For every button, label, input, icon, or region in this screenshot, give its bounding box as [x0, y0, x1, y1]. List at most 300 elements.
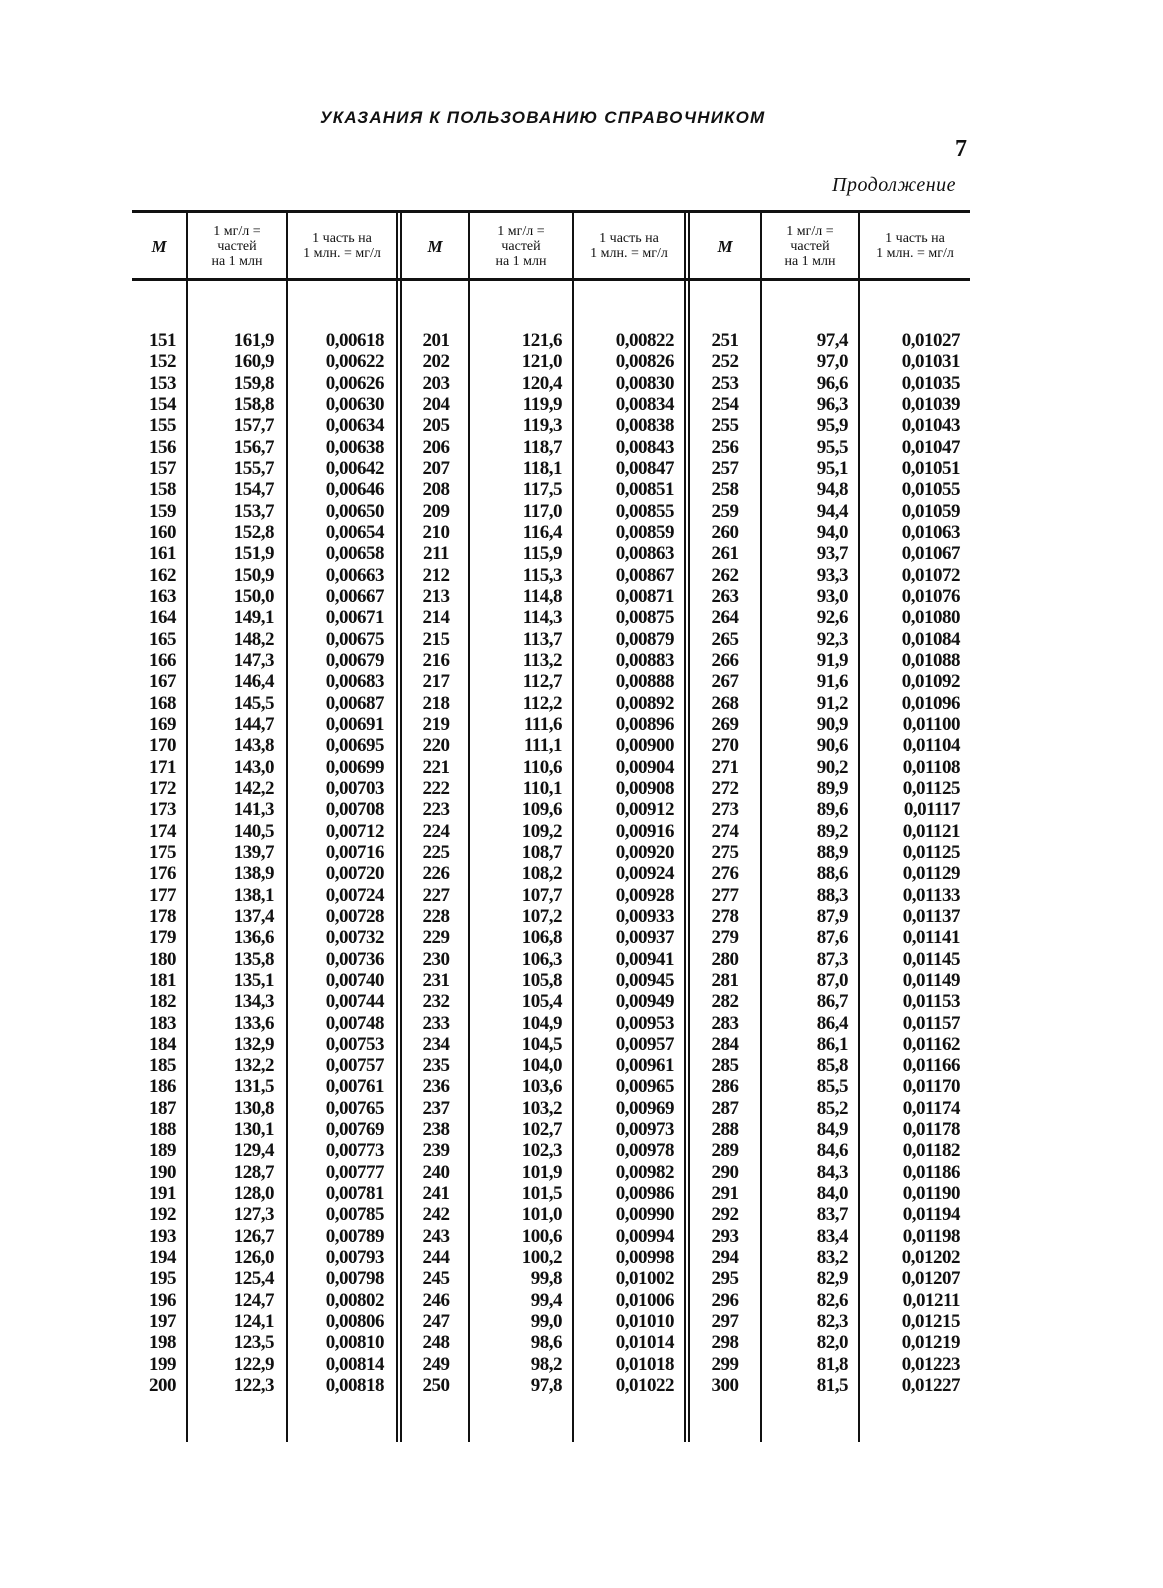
table-cell: 0,00658 [325, 543, 384, 565]
table-cell: 230 [422, 948, 450, 970]
table-cell: 0,00937 [615, 927, 674, 949]
table-cell: 87,6 [816, 927, 848, 949]
table-cell: 84,0 [816, 1183, 848, 1205]
table-cell: 0,01186 [902, 1161, 960, 1183]
table-cell: 189 [149, 1140, 176, 1162]
table-cell: 165 [149, 628, 176, 650]
table-cell: 167 [149, 671, 176, 693]
table-cell: 0,00969 [615, 1097, 674, 1119]
table-cell: 258 [711, 479, 739, 501]
table-cell: 83,7 [816, 1204, 848, 1226]
table-cell: 0,01043 [901, 415, 960, 437]
table-cell: 300 [711, 1375, 739, 1397]
table-cell: 0,00695 [325, 735, 384, 757]
table-cell: 91,2 [816, 692, 848, 714]
table-cell: 86,4 [816, 1012, 848, 1034]
table-cell: 101,9 [521, 1161, 562, 1183]
table-cell: 0,00663 [325, 564, 384, 586]
table-cell: 216 [422, 649, 450, 671]
header-mgl-2: 1 часть на 1 млн. = мг/л [590, 231, 668, 261]
table-cell: 276 [711, 863, 739, 885]
table-cell: 156 [149, 436, 176, 458]
table-cell: 85,5 [816, 1076, 848, 1098]
table-cell: 0,01194 [902, 1204, 960, 1226]
table-cell: 0,01080 [901, 607, 960, 629]
table-cell: 0,01227 [901, 1375, 960, 1397]
table-cell: 129,4 [233, 1140, 274, 1162]
table-cell: 86,7 [816, 991, 848, 1013]
table-cell: 0,00875 [615, 607, 674, 629]
table-cell: 0,00765 [325, 1097, 384, 1119]
table-cell: 151,9 [233, 543, 274, 565]
table-cell: 0,01063 [901, 521, 960, 543]
table-cell: 160,9 [233, 351, 274, 373]
table-cell: 0,01182 [902, 1140, 960, 1162]
table-cell: 84,9 [816, 1119, 848, 1141]
table-cell: 0,01022 [615, 1375, 674, 1397]
table-cell: 0,01104 [902, 735, 960, 757]
table-cell: 0,01006 [615, 1289, 674, 1311]
table-cell: 138,9 [233, 863, 274, 885]
table-cell: 114,3 [522, 607, 562, 629]
table-cell: 0,00867 [615, 564, 674, 586]
table-cell: 95,9 [816, 415, 848, 437]
table-cell: 0,00871 [615, 585, 674, 607]
table-cell: 105,4 [521, 991, 562, 1013]
table-cell: 92,3 [816, 628, 848, 650]
table-cell: 267 [711, 671, 739, 693]
table-cell: 0,00773 [325, 1140, 384, 1162]
table-cell: 81,8 [816, 1353, 848, 1375]
table-cell: 211 [423, 543, 449, 565]
table-cell: 297 [711, 1311, 739, 1333]
table-cell: 227 [422, 884, 450, 906]
table-cell: 0,01174 [902, 1097, 960, 1119]
table-cell: 99,4 [530, 1289, 562, 1311]
table-cell: 154,7 [233, 479, 274, 501]
table-cell: 90,9 [816, 713, 848, 735]
table-cell: 0,00687 [325, 692, 384, 714]
table-cell: 0,00900 [615, 735, 674, 757]
table-cell: 288 [711, 1119, 739, 1141]
table-cell: 0,00642 [325, 457, 384, 479]
table-cell: 0,01178 [902, 1119, 960, 1141]
table-cell: 0,01018 [615, 1353, 674, 1375]
table-cell: 249 [422, 1353, 450, 1375]
table-cell: 160 [149, 521, 176, 543]
table-cell: 0,00928 [615, 884, 674, 906]
table-cell: 244 [422, 1247, 450, 1269]
table-cell: 187 [149, 1097, 176, 1119]
table-cell: 107,2 [521, 905, 562, 927]
table-cell: 0,00912 [615, 799, 674, 821]
table-cell: 136,6 [233, 927, 274, 949]
table-cell: 207 [422, 457, 450, 479]
table-cell: 0,01108 [902, 756, 960, 778]
table-cell: 84,3 [816, 1161, 848, 1183]
table-cell: 218 [422, 692, 450, 714]
header-ppm-2: 1 мг/л = частей на 1 млн [495, 223, 547, 269]
table-cell: 233 [422, 1012, 450, 1034]
table-cell: 206 [422, 436, 450, 458]
table-cell: 254 [711, 393, 739, 415]
table-cell: 231 [422, 969, 450, 991]
table-cell: 264 [711, 607, 739, 629]
table-cell: 243 [422, 1225, 450, 1247]
table-cell: 247 [422, 1311, 450, 1333]
table-cell: 94,4 [816, 500, 848, 522]
table-cell: 141,3 [233, 799, 274, 821]
table-cell: 284 [711, 1033, 739, 1055]
table-cell: 0,00896 [615, 713, 674, 735]
table-cell: 0,01088 [901, 649, 960, 671]
table-cell: 0,00945 [615, 969, 674, 991]
table-cell: 0,01014 [615, 1332, 674, 1354]
table-cell: 130,1 [233, 1119, 274, 1141]
table-cell: 260 [711, 521, 739, 543]
table-cell: 92,6 [816, 607, 848, 629]
column-m-2 [404, 330, 468, 1396]
table-cell: 0,00691 [325, 713, 384, 735]
table-cell: 277 [711, 884, 739, 906]
table-cell: 87,0 [816, 969, 848, 991]
table-cell: 199 [149, 1353, 176, 1375]
table-cell: 108,2 [521, 863, 562, 885]
table-cell: 188 [149, 1119, 176, 1141]
table-cell: 133,6 [233, 1012, 274, 1034]
table-cell: 149,1 [233, 607, 274, 629]
table-cell: 0,00888 [615, 671, 674, 693]
table-cell: 217 [422, 671, 450, 693]
table-cell: 120,4 [521, 372, 562, 394]
table-cell: 0,00622 [325, 351, 384, 373]
table-cell: 89,6 [816, 799, 848, 821]
table-top-rule [132, 210, 970, 213]
table-cell: 212 [422, 564, 450, 586]
table-cell: 241 [422, 1183, 450, 1205]
table-cell: 166 [149, 649, 176, 671]
table-cell: 0,00720 [325, 863, 384, 885]
table-cell: 159,8 [233, 372, 274, 394]
table-cell: 126,7 [233, 1225, 274, 1247]
table-cell: 0,00806 [325, 1311, 384, 1333]
table-cell: 0,00838 [615, 415, 674, 437]
table-cell: 96,6 [816, 372, 848, 394]
table-cell: 116,4 [522, 521, 562, 543]
table-cell: 152,8 [233, 521, 274, 543]
table-cell: 128,0 [233, 1183, 274, 1205]
table-cell: 226 [422, 863, 450, 885]
table-cell: 0,01166 [902, 1055, 960, 1077]
table-cell: 130,8 [233, 1097, 274, 1119]
table-cell: 0,00941 [615, 948, 674, 970]
table-cell: 0,00810 [325, 1332, 384, 1354]
table-cell: 0,01084 [901, 628, 960, 650]
column-mgl-3 [860, 330, 960, 1396]
table-cell: 112,2 [522, 692, 562, 714]
table-cell: 0,00708 [325, 799, 384, 821]
table-cell: 100,6 [521, 1225, 562, 1247]
table-cell: 0,00916 [615, 820, 674, 842]
table-cell: 153,7 [233, 500, 274, 522]
table-cell: 299 [711, 1353, 739, 1375]
table-cell: 106,8 [521, 927, 562, 949]
table-cell: 270 [711, 735, 739, 757]
table-cell: 223 [422, 799, 450, 821]
table-cell: 0,01055 [901, 479, 960, 501]
table-cell: 81,5 [816, 1375, 848, 1397]
table-cell: 87,3 [816, 948, 848, 970]
table-cell: 0,01223 [901, 1353, 960, 1375]
table-cell: 194 [149, 1247, 176, 1269]
table-cell: 282 [711, 991, 739, 1013]
table-cell: 0,00777 [325, 1161, 384, 1183]
table-cell: 0,00703 [325, 777, 384, 799]
table-cell: 0,00802 [325, 1289, 384, 1311]
column-ppm-1 [188, 330, 274, 1396]
table-cell: 122,9 [233, 1353, 274, 1375]
table-cell: 186 [149, 1076, 176, 1098]
table-cell: 215 [422, 628, 450, 650]
table-cell: 101,5 [521, 1183, 562, 1205]
table-cell: 123,5 [233, 1332, 274, 1354]
table-cell: 126,0 [233, 1247, 274, 1269]
table-cell: 289 [711, 1140, 739, 1162]
table-cell: 98,2 [530, 1353, 562, 1375]
header-mgl-1: 1 часть на 1 млн. = мг/л [303, 231, 381, 261]
table-cell: 291 [711, 1183, 739, 1205]
table-cell: 162 [149, 564, 176, 586]
table-cell: 0,00879 [615, 628, 674, 650]
table-cell: 0,00630 [325, 393, 384, 415]
table-cell: 150,9 [233, 564, 274, 586]
table-cell: 281 [711, 969, 739, 991]
table-cell: 135,8 [233, 948, 274, 970]
table-cell: 0,00834 [615, 393, 674, 415]
table-cell: 253 [711, 372, 739, 394]
table-cell: 90,6 [816, 735, 848, 757]
table-cell: 204 [422, 393, 450, 415]
table-cell: 0,00978 [615, 1140, 674, 1162]
table-cell: 94,0 [816, 521, 848, 543]
table-cell: 265 [711, 628, 739, 650]
table-cell: 109,6 [521, 799, 562, 821]
table-cell: 124,7 [233, 1289, 274, 1311]
table-cell: 142,2 [233, 777, 274, 799]
table-cell: 85,2 [816, 1097, 848, 1119]
table-cell: 104,0 [521, 1055, 562, 1077]
table-cell: 219 [422, 713, 450, 735]
table-cell: 93,7 [816, 543, 848, 565]
column-ppm-2 [470, 330, 562, 1396]
table-cell: 0,00957 [615, 1033, 674, 1055]
table-cell: 135,1 [233, 969, 274, 991]
table-cell: 0,00626 [325, 372, 384, 394]
table-cell: 96,3 [816, 393, 848, 415]
table-cell: 117,0 [522, 500, 562, 522]
table-cell: 99,0 [530, 1311, 562, 1333]
table-cell: 0,01198 [902, 1225, 960, 1247]
continuation-label: Продолжение [832, 174, 957, 196]
table-cell: 171 [149, 756, 176, 778]
table-cell: 0,01157 [902, 1012, 960, 1034]
table-cell: 0,01100 [902, 713, 960, 735]
table-cell: 292 [711, 1204, 739, 1226]
table-cell: 163 [149, 585, 176, 607]
table-cell: 268 [711, 692, 739, 714]
table-cell: 117,5 [522, 479, 562, 501]
table-cell: 0,01092 [901, 671, 960, 693]
table-cell: 121,0 [521, 351, 562, 373]
table-cell: 232 [422, 991, 450, 1013]
table-cell: 134,3 [233, 991, 274, 1013]
table-cell: 175 [149, 841, 176, 863]
table-cell: 0,00847 [615, 457, 674, 479]
table-cell: 0,01059 [901, 500, 960, 522]
table-cell: 229 [422, 927, 450, 949]
table-cell: 295 [711, 1268, 739, 1290]
table-cell: 97,0 [816, 351, 848, 373]
table-cell: 0,01129 [902, 863, 960, 885]
table-cell: 98,6 [530, 1332, 562, 1354]
table-cell: 205 [422, 415, 450, 437]
table-cell: 286 [711, 1076, 739, 1098]
table-cell: 0,00986 [615, 1183, 674, 1205]
header-ppm-1: 1 мг/л = частей на 1 млн [211, 223, 263, 269]
table-cell: 103,6 [521, 1076, 562, 1098]
table-cell: 0,00920 [615, 841, 674, 863]
table-cell: 0,00830 [615, 372, 674, 394]
table-cell: 132,9 [233, 1033, 274, 1055]
table-cell: 0,00683 [325, 671, 384, 693]
table-cell: 0,00781 [325, 1183, 384, 1205]
table-cell: 0,00646 [325, 479, 384, 501]
table-cell: 238 [422, 1119, 450, 1141]
table-cell: 191 [149, 1183, 176, 1205]
table-cell: 82,0 [816, 1332, 848, 1354]
table-cell: 122,3 [233, 1375, 274, 1397]
table-cell: 0,01076 [901, 585, 960, 607]
table-cell: 87,9 [816, 905, 848, 927]
table-cell: 110,6 [522, 756, 562, 778]
table-cell: 0,00994 [615, 1225, 674, 1247]
table-cell: 150,0 [233, 585, 274, 607]
table-cell: 0,00973 [615, 1119, 674, 1141]
table-cell: 184 [149, 1033, 176, 1055]
table-cell: 255 [711, 415, 739, 437]
table-cell: 132,2 [233, 1055, 274, 1077]
table-cell: 257 [711, 457, 739, 479]
table-cell: 0,00859 [615, 521, 674, 543]
table-cell: 145,5 [233, 692, 274, 714]
table-cell: 235 [422, 1055, 450, 1077]
table-cell: 0,00933 [615, 905, 674, 927]
table-cell: 148,2 [233, 628, 274, 650]
table-cell: 193 [149, 1225, 176, 1247]
table-cell: 279 [711, 927, 739, 949]
table-cell: 0,00675 [325, 628, 384, 650]
table-cell: 0,01121 [902, 820, 960, 842]
table-cell: 202 [422, 351, 450, 373]
table-cell: 112,7 [522, 671, 562, 693]
table-cell: 294 [711, 1247, 739, 1269]
table-cell: 158,8 [233, 393, 274, 415]
table-cell: 124,1 [233, 1311, 274, 1333]
table-cell: 155 [149, 415, 176, 437]
table-cell: 100,2 [521, 1247, 562, 1269]
table-cell: 0,00724 [325, 884, 384, 906]
table-cell: 131,5 [233, 1076, 274, 1098]
table-cell: 0,01067 [901, 543, 960, 565]
table-cell: 93,3 [816, 564, 848, 586]
table-cell: 0,01047 [901, 436, 960, 458]
table-cell: 0,00863 [615, 543, 674, 565]
table-cell: 91,9 [816, 649, 848, 671]
table-cell: 266 [711, 649, 739, 671]
table-cell: 155,7 [233, 457, 274, 479]
table-cell: 103,2 [521, 1097, 562, 1119]
table-cell: 158 [149, 479, 176, 501]
table-cell: 108,7 [521, 841, 562, 863]
table-cell: 248 [422, 1332, 450, 1354]
table-cell: 0,00699 [325, 756, 384, 778]
table-cell: 0,01137 [902, 905, 960, 927]
conversion-table [132, 210, 970, 1442]
table-cell: 0,00769 [325, 1119, 384, 1141]
table-cell: 0,01145 [902, 948, 960, 970]
table-cell: 0,01010 [615, 1311, 674, 1333]
table-cell: 154 [149, 393, 176, 415]
table-cell: 0,00716 [325, 841, 384, 863]
table-cell: 156,7 [233, 436, 274, 458]
table-cell: 111,6 [523, 713, 562, 735]
table-cell: 224 [422, 820, 450, 842]
table-cell: 179 [149, 927, 176, 949]
table-cell: 287 [711, 1097, 739, 1119]
table-cell: 245 [422, 1268, 450, 1290]
table-cell: 113,7 [522, 628, 562, 650]
table-cell: 0,01125 [902, 841, 960, 863]
table-cell: 0,01153 [902, 991, 960, 1013]
table-cell: 183 [149, 1012, 176, 1034]
table-cell: 269 [711, 713, 739, 735]
table-cell: 82,9 [816, 1268, 848, 1290]
table-cell: 0,01202 [901, 1247, 960, 1269]
table-cell: 0,00826 [615, 351, 674, 373]
table-cell: 0,00892 [615, 692, 674, 714]
table-cell: 0,00634 [325, 415, 384, 437]
column-m-3 [692, 330, 758, 1396]
table-cell: 250 [422, 1375, 450, 1397]
table-cell: 222 [422, 777, 450, 799]
table-cell: 0,00679 [325, 649, 384, 671]
table-cell: 0,00961 [615, 1055, 674, 1077]
column-mgl-2 [574, 330, 674, 1396]
table-cell: 0,01219 [901, 1332, 960, 1354]
table-cell: 105,8 [521, 969, 562, 991]
table-cell: 278 [711, 905, 739, 927]
table-cell: 275 [711, 841, 739, 863]
table-cell: 239 [422, 1140, 450, 1162]
table-cell: 200 [149, 1375, 176, 1397]
table-cell: 176 [149, 863, 176, 885]
table-cell: 285 [711, 1055, 739, 1077]
table-cell: 168 [149, 692, 176, 714]
table-cell: 190 [149, 1161, 176, 1183]
table-cell: 0,00638 [325, 436, 384, 458]
table-cell: 157 [149, 457, 176, 479]
table-cell: 101,0 [521, 1204, 562, 1226]
